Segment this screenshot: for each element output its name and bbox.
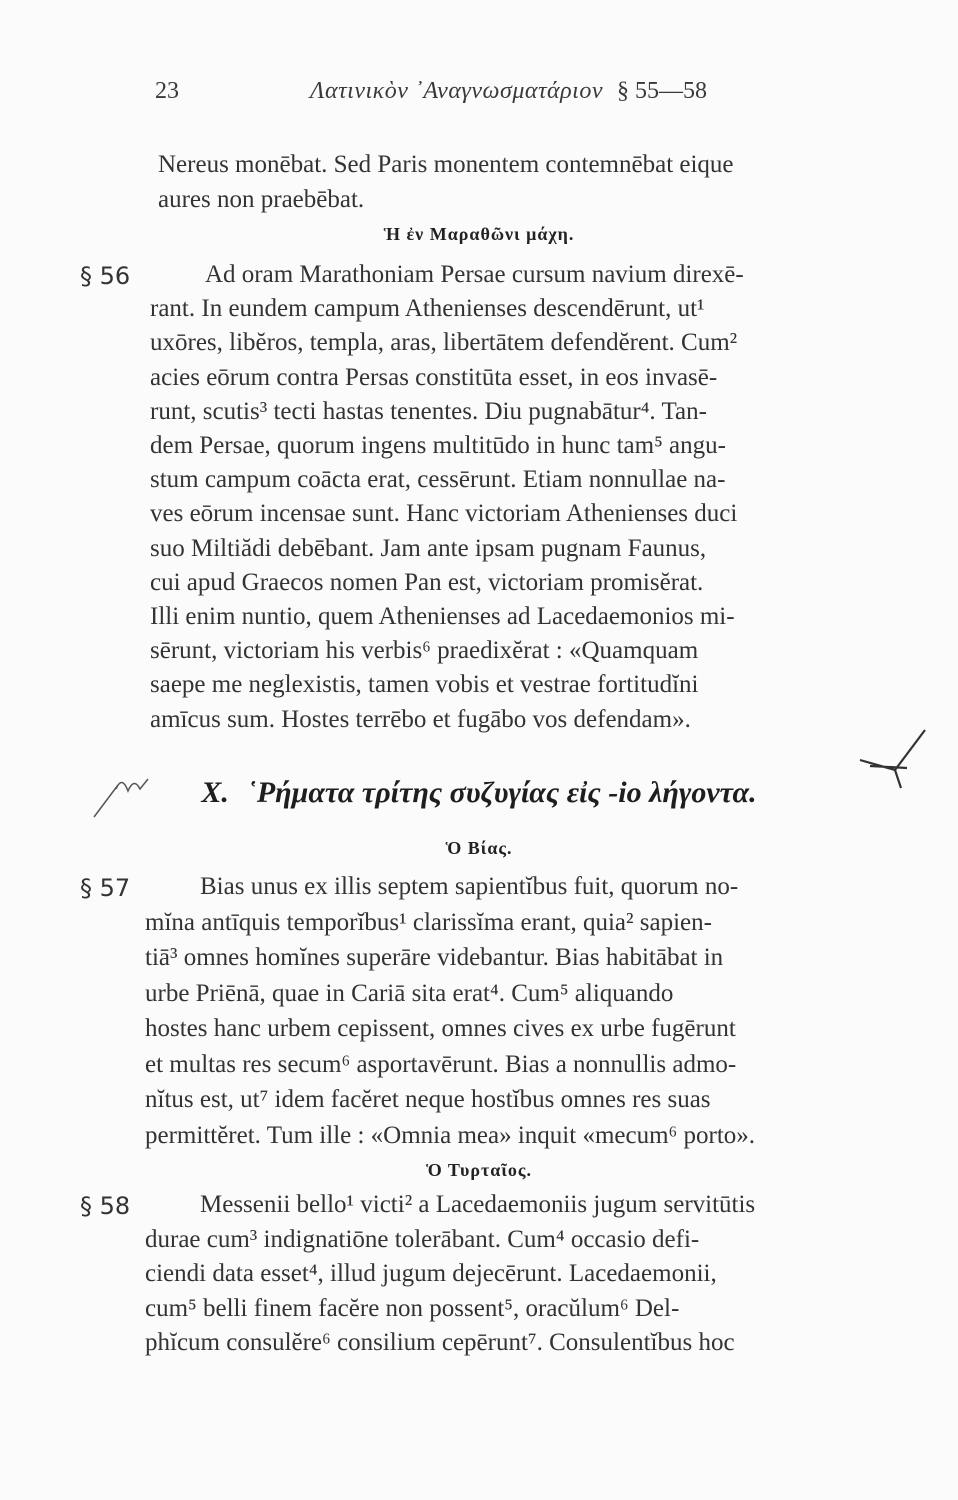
text-line: nĭtus est, ut⁷ idem facĕret neque hostĭbus omnes res suas [145,1086,711,1113]
chapter-title: ῾Ρήματα τρίτης συζυγίας εἰς -io λήγοντα. [246,776,757,809]
section-56-mark: § 56 [80,262,131,290]
chapter-number: X. [201,776,229,809]
section-58-heading: Ὁ Τυρταῖος. [426,1160,532,1180]
text-line: cui apud Graecos nomen Pan est, victoriam promisĕrat. [150,568,704,596]
text-line: aures non praebēbat. [158,185,365,213]
text-line: cum⁵ belli finem facĕre non possent⁵, oracŭlum⁶ Del- [145,1294,680,1322]
text-line: Nereus monēbat. Sed Paris monentem contemnēbat eique [158,151,734,178]
text-line: acies eōrum contra Persas constitūta esset, in eos invasē- [150,363,718,391]
text-line: saepe me neglexistis, tamen vobis et vestrae fortitudĭni [150,671,699,699]
text-line: ves eōrum incensae sunt. Hanc victoriam Athenienses duci [150,500,738,528]
text-line: rant. In eundem campum Athenienses descendērunt, ut¹ [150,295,705,323]
page-header [155,78,815,105]
chapter-heading [0,776,958,810]
section-56-heading: Ἡ ἐν Μαραθῶνι μάχη. [383,224,575,244]
running-title: Λατινικὸν ᾿Αναγνωσματάριον [310,78,603,104]
text-line: dem Persae, quorum ingens multitūdo in hunc tam⁵ angu- [150,432,726,459]
section-57-heading: Ὁ Βίας. [445,838,513,858]
text-line: Messenii bello¹ victi² a Lacedaemoniis jugum servitūtis [200,1191,756,1218]
text-line: et multas res secum⁶ asportavērunt. Bias a nonnullis admo- [145,1050,737,1078]
text-line: urbe Priēnā, quae in Cariā sita erat⁴. Cum⁵ aliquando [145,979,674,1007]
text-line: runt, scutis³ tecti hastas tenentes. Diu pugnabātur⁴. Tan- [150,397,707,425]
text-line: sērunt, victoriam his verbis⁶ praedixĕrat : «Quamquam [150,637,699,665]
section-57-mark: § 57 [80,874,131,902]
text-line: tiā³ omnes homĭnes superāre videbantur. Bias habitābat in [145,944,724,971]
text-line: phĭcum consulĕre⁶ consilium cepērunt⁷. Consulentĭbus hoc [145,1329,735,1356]
text-line: hostes hanc urbem cepissent, omnes cives ex urbe fugērunt [145,1015,736,1042]
text-line: uxōres, libĕros, templa, aras, libertātem defendĕrent. Cum² [150,329,738,357]
text-line: Bias unus ex illis septem sapientĭbus fuit, quorum no- [200,873,739,900]
text-line: ciendi data esset⁴, illud jugum dejecērunt. Lacedaemonii, [145,1260,717,1287]
section-range: § 55—58 [616,78,707,104]
section-58-mark: § 58 [80,1192,131,1220]
text-line: suo Miltiădi debēbant. Jam ante ipsam pugnam Faunus, [150,534,707,562]
text-line: stum campum coācta erat, cessērunt. Etiam nonnullae na- [150,466,726,494]
text-line: amīcus sum. Hostes terrēbo et fugābo vos defendam». [150,705,691,733]
text-line: permittĕret. Tum ille : «Omnia mea» inquit «mecum⁶ porto». [145,1121,756,1149]
text-line: Ad oram Marathoniam Persae cursum navium direxē- [205,261,744,288]
page-number: 23 [155,78,179,104]
text-line: Illi enim nuntio, quem Athenienses ad Lacedaemonios mi- [150,603,735,630]
text-line: durae cum³ indignatiōne tolerābant. Cum⁴ occasio defi- [145,1225,700,1253]
text-line: mĭna antīquis temporĭbus¹ clarissĭma erant, quia² sapien- [145,908,712,936]
